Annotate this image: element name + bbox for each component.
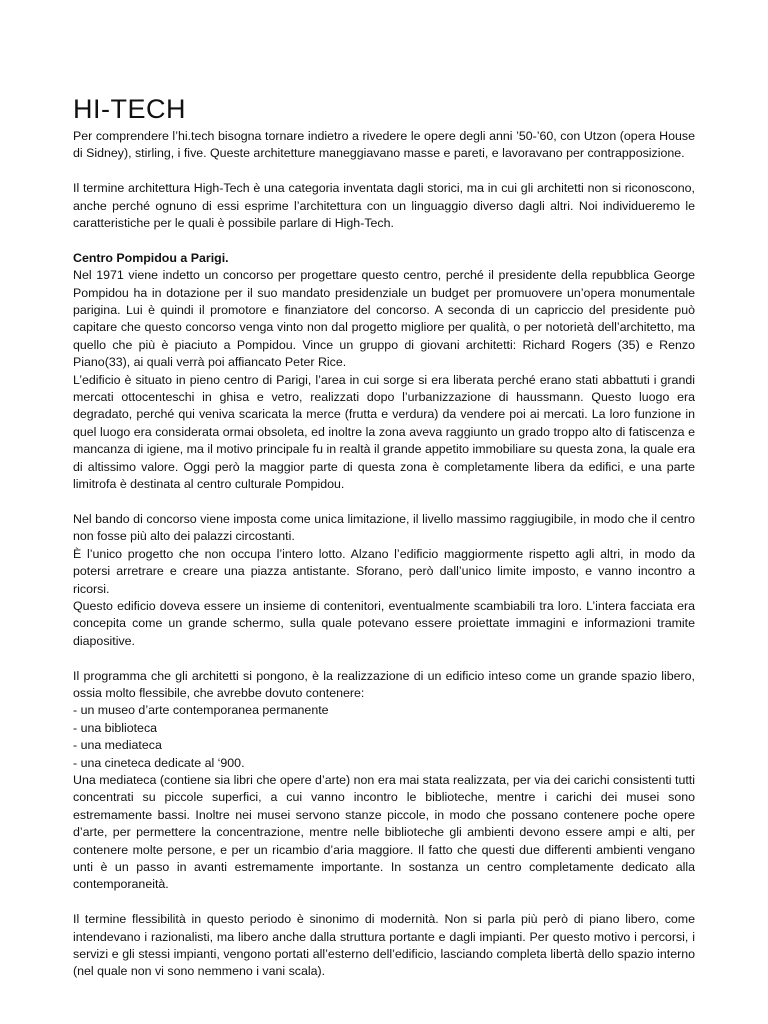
document-title: HI-TECH [73, 94, 186, 124]
document-page [73, 92, 695, 981]
programma-list [73, 702, 695, 772]
bando-paragraph-2: È l’unico progetto che non occupa l’intero lotto. Alzano l’edificio maggiormente rispetto agli altri, in modo da potersi arretrare e creare una piazza antistante. Sforano, però dall’unico limite imposto, e vanno incontro a ricorsi. [73, 546, 695, 596]
flessibilita-paragraph: Il termine flessibilità in questo periodo è sinonimo di modernità. Non si parla più però di piano libero, come intendevano i razionalisti, ma libero anche dalla struttura portante e dagli impianti. Per questo motivo i percorsi, i servizi e gli stessi impianti, vengono portati all’esterno dell’edificio, lasciando completa libertà dello spazio interno (nel quale non vi sono nemmeno i vani scala). [73, 912, 695, 979]
mediateca-paragraph: Una mediateca (contiene sia libri che opere d’arte) non era mai stata realizzata, per via dei carichi consistenti tutti concentrati su piccole superfici, a cui vanno incontro le biblioteche, mentre i carichi dei musei sono estremamente bassi. Inoltre nei musei servono stanze piccole, in modo che possano contenere poche opere d’arte, per permettere la concentrazione, mentre nelle biblioteche gli ambienti devono essere ampi e alti, per contenere molte persone, e per un ricambio d’aria maggiore. Il fatto che questi due differenti ambienti vengano unti è un passo in avanti estremamente importante. In sostanza un centro completamente dedicato alla contemporaneità. [73, 772, 695, 892]
intro-paragraph: Per comprendere l’hi.tech bisogna tornare indietro a rivedere le opere degli anni ’50-’60, con Utzon (opera House di Sidney), stirling, i five. Queste architetture maneggiavano masse e pareti, e lavoravano per contrapposizione. [73, 129, 695, 161]
paragraph-gap [73, 650, 695, 667]
list-item: - una biblioteca [73, 720, 158, 735]
pompidou-paragraph-2: L’edificio è situato in pieno centro di Parigi, l’area in cui sorge si era liberata perché erano stati abbattuti i grandi mercati ottocenteschi in ghisa e vetro, realizzati dopo l’urbanizzazione di haussmann. Questo luogo era degradato, perché qui veniva scaricata la merce (frutta e verdura) da vendere poi ai mercati. La loro funzione in quel luogo era considerata ormai obsoleta, ed inoltre la zona aveva raggiunto un grado troppo alto di fatiscenza e mancanza di igiene, ma il motivo principale fu in realtà il grande appetito immobiliare su questa zona, la quale era di altissimo valore. Oggi però la maggior parte di questa zona è completamente libera da edifici, e una parte limitrofa è destinata al centro culturale Pompidou. [73, 372, 695, 492]
list-item: - una cineteca dedicate al ‘900. [73, 755, 245, 770]
section-heading: Centro Pompidou a Parigi. [73, 250, 229, 265]
list-item: - una mediateca [73, 738, 162, 753]
bando-paragraph-3: Questo edificio doveva essere un insieme di contenitori, eventualmente scambiabili tra loro. L’intera facciata era concepita come un grande schermo, sulla quale potevano essere proiettate immagini e informazioni tramite diapositive. [73, 598, 695, 648]
paragraph-gap [73, 232, 695, 249]
list-item: - un museo d’arte contemporanea permanente [73, 703, 329, 718]
programma-paragraph: Il programma che gli architetti si pongono, è la realizzazione di un edificio inteso come un grande spazio libero, ossia molto flessibile, che avrebbe dovuto contenere: [73, 668, 695, 700]
bando-paragraph-1: Nel bando di concorso viene imposta come unica limitazione, il livello massimo raggiugibile, in modo che il centro non fosse più alto dei palazzi circostanti. [73, 511, 695, 544]
paragraph-gap [73, 894, 695, 911]
pompidou-paragraph-1: Nel 1971 viene indetto un concorso per progettare questo centro, perché il presidente della repubblica George Pompidou ha in dotazione per il suo mandato presidenziale un budget per promuovere un’opera monumentale parigina. Lui è quindi il promotore e finanziatore del concorso. A seconda di un capriccio del presidente può capitare che questo concorso venga vinto non dal progetto migliore per qualità, o per notorietà dell’architetto, ma quello che più è piaciuto a Pompidou. Vince un gruppo di giovani architetti: Richard Rogers (35) e Renzo Piano(33), ai quali verrà poi affiancato Peter Rice. [73, 268, 695, 370]
definition-paragraph: Il termine architettura High-Tech è una categoria inventata dagli storici, ma in cui gli architetti non si riconoscono, anche perché ognuno di essi esprime l’architettura con un linguaggio diverso dagli altri. Noi individueremo le caratteristiche per le quali è possibile parlare di High-Tech. [73, 181, 695, 231]
paragraph-gap [73, 494, 695, 511]
paragraph-gap [73, 163, 695, 180]
